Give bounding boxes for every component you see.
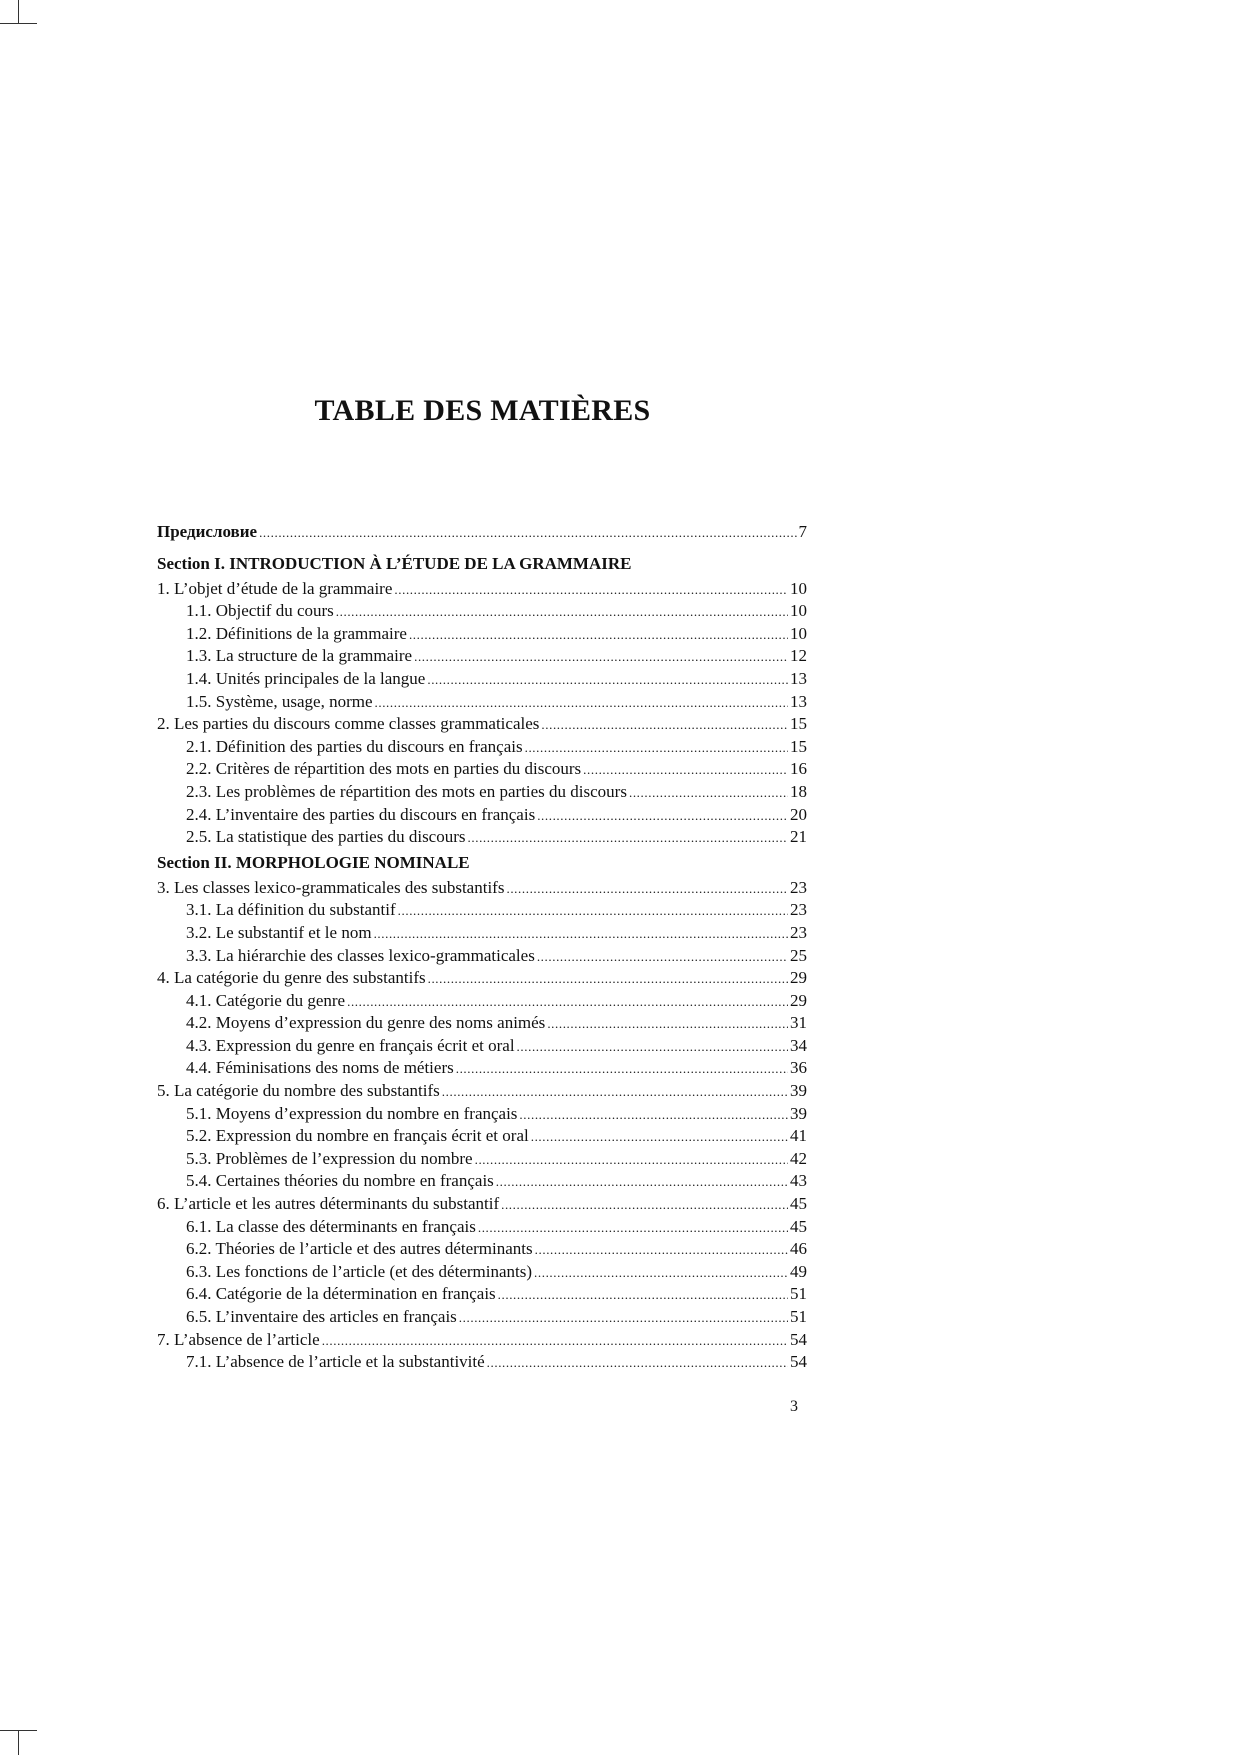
- dot-leader: [517, 1036, 788, 1059]
- toc-entry-page: 34: [790, 1035, 807, 1055]
- toc-entry: [157, 967, 807, 990]
- toc-entry-label: 6.1. La classe des déterminants en français: [186, 1216, 476, 1236]
- toc-entry-page: 15: [790, 714, 807, 734]
- toc-entry-label: 6.3. Les fonctions de l’article (et des déterminants): [186, 1261, 533, 1281]
- toc-entry-label: 3.3. La hiérarchie des classes lexico-grammaticales: [186, 945, 535, 965]
- toc-subentry: [157, 826, 807, 849]
- dot-leader: [322, 1330, 788, 1353]
- dot-leader: [428, 968, 788, 991]
- toc-subentry: [157, 922, 807, 945]
- toc-entry-label: 5. La catégorie du nombre des substantifs: [157, 1081, 440, 1101]
- toc-entry-page: 13: [790, 691, 807, 711]
- toc-entry-label: 2.4. L’inventaire des parties du discours en français: [186, 804, 536, 824]
- toc-entry-page: 23: [790, 900, 807, 920]
- toc-entry-page: 15: [790, 736, 807, 756]
- toc-entry-page: 18: [790, 781, 807, 801]
- toc-entry-page: 16: [790, 759, 807, 779]
- toc-entry-page: 7: [798, 522, 807, 541]
- toc-subentry: [157, 1351, 807, 1374]
- toc-subentry: [157, 600, 807, 623]
- toc-entry-label: 3.1. La définition du substantif: [186, 900, 396, 920]
- dot-leader: [336, 601, 788, 624]
- dot-leader: [629, 782, 788, 805]
- toc-entry-label: 4.4. Féminisations des noms de métiers: [186, 1058, 454, 1078]
- dot-leader: [487, 1352, 788, 1375]
- toc-subentry: [157, 781, 807, 804]
- toc-entry-page: 13: [790, 668, 807, 688]
- toc-entry-page: 41: [790, 1126, 807, 1146]
- toc-entry-label: 2.2. Critères de répartition des mots en parties du discours: [186, 759, 582, 779]
- toc-entry-label: 7. L’absence de l’article: [157, 1329, 320, 1349]
- dot-leader: [496, 1171, 788, 1194]
- toc-entry: [157, 1329, 807, 1352]
- dot-leader: [375, 692, 789, 715]
- toc-entry-label: 2.5. La statistique des parties du discours: [186, 827, 466, 847]
- toc-entry-page: 54: [790, 1352, 807, 1372]
- toc-subentry: [157, 1035, 807, 1058]
- dot-leader: [475, 1149, 788, 1172]
- toc-subentry: [157, 623, 807, 646]
- toc-subentry: [157, 1238, 807, 1261]
- section-heading-2: Section II. MORPHOLOGIE NOMINALE: [157, 852, 470, 872]
- dot-leader: [478, 1217, 788, 1240]
- toc-entry-label: 1.2. Définitions de la grammaire: [186, 623, 407, 643]
- toc-subentry: [157, 1261, 807, 1284]
- dot-leader: [537, 805, 788, 828]
- toc-entry-label: 2. Les parties du discours comme classes grammaticales: [157, 714, 540, 734]
- toc-subentry: [157, 758, 807, 781]
- toc-subentry: [157, 899, 807, 922]
- toc-entry-label: 5.3. Problèmes de l’expression du nombre: [186, 1148, 473, 1168]
- dot-leader: [409, 624, 788, 647]
- dot-leader: [535, 1239, 788, 1262]
- toc-entry-page: 25: [790, 945, 807, 965]
- toc-entry-label: 6.5. L’inventaire des articles en français: [186, 1307, 457, 1326]
- toc-entry-label: 3.2. Le substantif et le nom: [186, 922, 372, 942]
- dot-leader: [498, 1284, 788, 1307]
- toc-entry-label: 4. La catégorie du genre des substantifs: [157, 968, 426, 988]
- toc-entry-label: 4.3. Expression du genre en français écrit et oral: [186, 1035, 515, 1055]
- toc-entry-page: 49: [790, 1261, 807, 1281]
- toc-entry-label: 5.1. Moyens d’expression du nombre en français: [186, 1103, 518, 1123]
- toc-entry-page: 39: [790, 1081, 807, 1101]
- toc-entry-page: 45: [790, 1216, 807, 1236]
- dot-leader: [547, 1013, 788, 1036]
- toc-subentry: [157, 804, 807, 827]
- toc-entry-page: 46: [790, 1239, 807, 1259]
- toc-entry: [157, 578, 807, 601]
- toc-entry-page: 21: [790, 827, 807, 847]
- toc-entry: [157, 1080, 807, 1103]
- toc-subentry: [157, 1057, 807, 1080]
- page-title: TABLE DES MATIÈRES: [314, 394, 651, 427]
- toc-entry-label: 6. L’article et les autres déterminants du substantif: [157, 1194, 500, 1214]
- toc-entry-label: 5.4. Certaines théories du nombre en français: [186, 1171, 494, 1191]
- toc-entry-label: 7.1. L’absence de l’article et la substantivité: [186, 1352, 485, 1372]
- crop-mark-top-vertical: [18, 0, 19, 24]
- toc-subentry: [157, 1216, 807, 1239]
- dot-leader: [259, 522, 796, 545]
- toc-subentry: [157, 990, 807, 1013]
- toc-entry-label: 4.2. Moyens d’expression du genre des noms animés: [186, 1013, 546, 1033]
- toc-subentry: [157, 736, 807, 759]
- dot-leader: [459, 1307, 788, 1330]
- toc-subentry: [157, 1125, 807, 1148]
- toc-entry-page: 43: [790, 1171, 807, 1191]
- toc-entry-page: 54: [790, 1329, 807, 1349]
- toc-entry-page: 36: [790, 1058, 807, 1078]
- toc-entry-page: 29: [790, 968, 807, 988]
- toc-entry-page: 23: [790, 877, 807, 897]
- toc-entry: [157, 1193, 807, 1216]
- dot-leader: [583, 759, 788, 782]
- dot-leader: [414, 646, 788, 669]
- table-of-contents: [157, 521, 807, 1374]
- toc-entry-page: 45: [790, 1194, 807, 1214]
- toc-subentry: [157, 1103, 807, 1126]
- toc-entry-page: 12: [790, 646, 807, 666]
- toc-entry-page: 31: [790, 1013, 807, 1033]
- toc-entry-label: 1.1. Objectif du cours: [186, 601, 334, 621]
- toc-entry-page: 23: [790, 922, 807, 942]
- dot-leader: [427, 669, 788, 692]
- dot-leader: [537, 946, 788, 969]
- toc-subentry: [157, 1306, 807, 1329]
- toc-entry-page: 39: [790, 1103, 807, 1123]
- dot-leader: [534, 1262, 788, 1285]
- dot-leader: [468, 827, 788, 850]
- toc-entry-page: 51: [790, 1284, 807, 1304]
- crop-mark-top-horizontal: [0, 23, 37, 24]
- page-number: 3: [790, 1398, 798, 1415]
- toc-entry: [157, 713, 807, 736]
- toc-entry-label: 3. Les classes lexico-grammaticales des substantifs: [157, 877, 505, 897]
- crop-mark-bottom-vertical: [18, 1730, 19, 1755]
- toc-entry-page: 20: [790, 804, 807, 824]
- toc-subentry: [157, 668, 807, 691]
- toc-entry-label: 5.2. Expression du nombre en français écrit et oral: [186, 1126, 529, 1146]
- toc-entry-page: 10: [790, 623, 807, 643]
- toc-entry: [157, 877, 807, 900]
- toc-entry-label: 2.1. Définition des parties du discours en français: [186, 736, 523, 756]
- toc-entry-preface: [157, 521, 807, 544]
- toc-entry-label: 1.3. La structure de la grammaire: [186, 646, 413, 666]
- toc-entry-label: 1.5. Système, usage, norme: [186, 691, 373, 711]
- toc-entry-page: 51: [790, 1307, 807, 1326]
- toc-subentry: [157, 645, 807, 668]
- dot-leader: [398, 900, 788, 923]
- toc-subentry: [157, 691, 807, 714]
- toc-entry-label: 6.2. Théories de l’article et des autres déterminants: [186, 1239, 533, 1259]
- toc-subentry: [157, 1148, 807, 1171]
- toc-entry-label: 2.3. Les problèmes de répartition des mots en parties du discours: [186, 781, 627, 801]
- section-heading-1: Section I. INTRODUCTION À L’ÉTUDE DE LA GRAMMAIRE: [157, 553, 632, 573]
- dot-leader: [394, 579, 788, 602]
- toc-subentry: [157, 1012, 807, 1035]
- toc-entry-page: 42: [790, 1148, 807, 1168]
- dot-leader: [541, 714, 788, 737]
- toc-subentry: [157, 1283, 807, 1306]
- dot-leader: [501, 1194, 788, 1217]
- dot-leader: [531, 1126, 788, 1149]
- toc-entry-label: 6.4. Catégorie de la détermination en français: [186, 1284, 496, 1304]
- toc-entry-page: 29: [790, 990, 807, 1010]
- toc-entry-label: 1. L’objet d’étude de la grammaire: [157, 578, 393, 598]
- toc-entry-page: 10: [790, 578, 807, 598]
- toc-entry-label: 4.1. Catégorie du genre: [186, 990, 346, 1010]
- toc-subentry: [157, 1170, 807, 1193]
- toc-entry-label: Предисловие: [157, 522, 258, 541]
- dot-leader: [456, 1058, 788, 1081]
- toc-subentry: [157, 945, 807, 968]
- toc-entry-page: 10: [790, 601, 807, 621]
- toc-entry-label: 1.4. Unités principales de la langue: [186, 668, 426, 688]
- dot-leader: [347, 991, 788, 1014]
- dot-leader: [442, 1081, 788, 1104]
- dot-leader: [506, 878, 788, 901]
- dot-leader: [374, 923, 788, 946]
- dot-leader: [519, 1104, 788, 1127]
- dot-leader: [525, 737, 788, 760]
